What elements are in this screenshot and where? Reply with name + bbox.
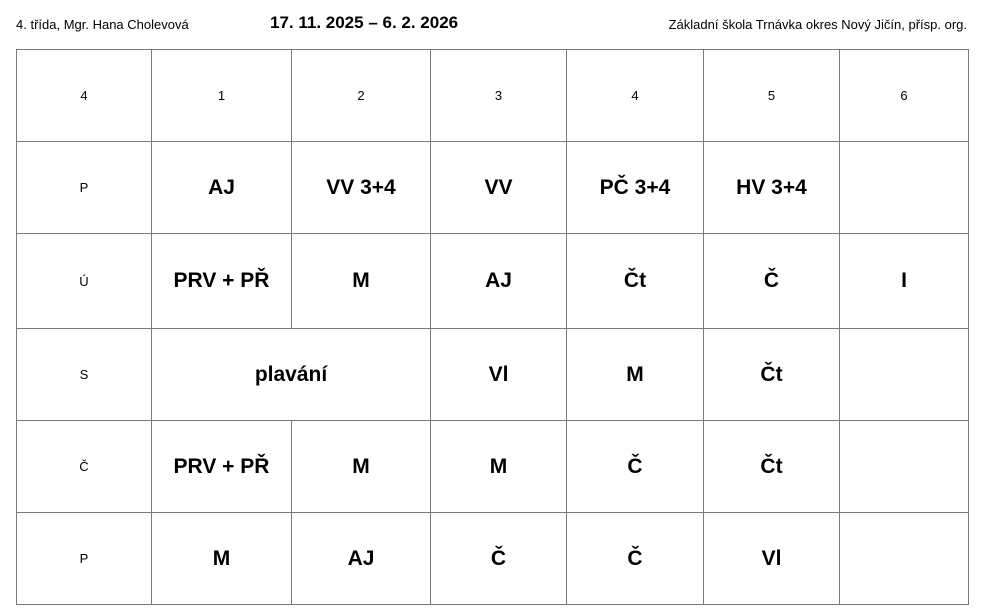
lesson-cell: PRV + PŘ — [152, 234, 292, 329]
lesson-cell: Č — [704, 234, 840, 329]
validity-period: 17. 11. 2025 – 6. 2. 2026 — [270, 13, 459, 32]
lesson-cell — [840, 329, 969, 421]
day-label: S — [17, 329, 152, 421]
lesson-cell: I — [840, 234, 969, 329]
day-row-tuesday — [17, 234, 969, 329]
timetable — [16, 49, 969, 605]
day-label: Ú — [17, 234, 152, 329]
lesson-cell: Čt — [704, 421, 840, 513]
period-number: 4 — [567, 50, 704, 142]
lesson-cell: VV 3+4 — [292, 142, 431, 234]
corner-cell: 4 — [17, 50, 152, 142]
school-name: Základní škola Trnávka okres Nový Jičín, přísp. org. — [668, 17, 967, 32]
lesson-cell — [840, 142, 969, 234]
lesson-cell: PRV + PŘ — [152, 421, 292, 513]
lesson-cell: Č — [431, 513, 567, 605]
day-label: P — [17, 142, 152, 234]
lesson-cell: Čt — [704, 329, 840, 421]
lesson-cell: AJ — [152, 142, 292, 234]
day-row-friday — [17, 513, 969, 605]
day-row-monday — [17, 142, 969, 234]
day-label: P — [17, 513, 152, 605]
lesson-cell: M — [431, 421, 567, 513]
period-header-row — [17, 50, 969, 142]
lesson-cell: Vl — [431, 329, 567, 421]
lesson-cell: M — [567, 329, 704, 421]
period-number: 5 — [704, 50, 840, 142]
lesson-cell: AJ — [292, 513, 431, 605]
period-number: 3 — [431, 50, 567, 142]
page-header — [0, 0, 987, 50]
lesson-cell — [840, 513, 969, 605]
lesson-cell: Č — [567, 513, 704, 605]
period-number: 6 — [840, 50, 969, 142]
lesson-cell: Vl — [704, 513, 840, 605]
lesson-cell: VV — [431, 142, 567, 234]
period-number: 1 — [152, 50, 292, 142]
lesson-cell — [840, 421, 969, 513]
lesson-cell: Č — [567, 421, 704, 513]
lesson-cell: PČ 3+4 — [567, 142, 704, 234]
lesson-cell-merged: plavání — [152, 329, 431, 421]
lesson-cell: M — [292, 234, 431, 329]
lesson-cell: AJ — [431, 234, 567, 329]
lesson-cell: HV 3+4 — [704, 142, 840, 234]
class-teacher-label: 4. třída, Mgr. Hana Cholevová — [16, 17, 189, 32]
day-row-thursday — [17, 421, 969, 513]
day-label: Č — [17, 421, 152, 513]
lesson-cell: M — [292, 421, 431, 513]
day-row-wednesday — [17, 329, 969, 421]
lesson-cell: Čt — [567, 234, 704, 329]
lesson-cell: M — [152, 513, 292, 605]
period-number: 2 — [292, 50, 431, 142]
